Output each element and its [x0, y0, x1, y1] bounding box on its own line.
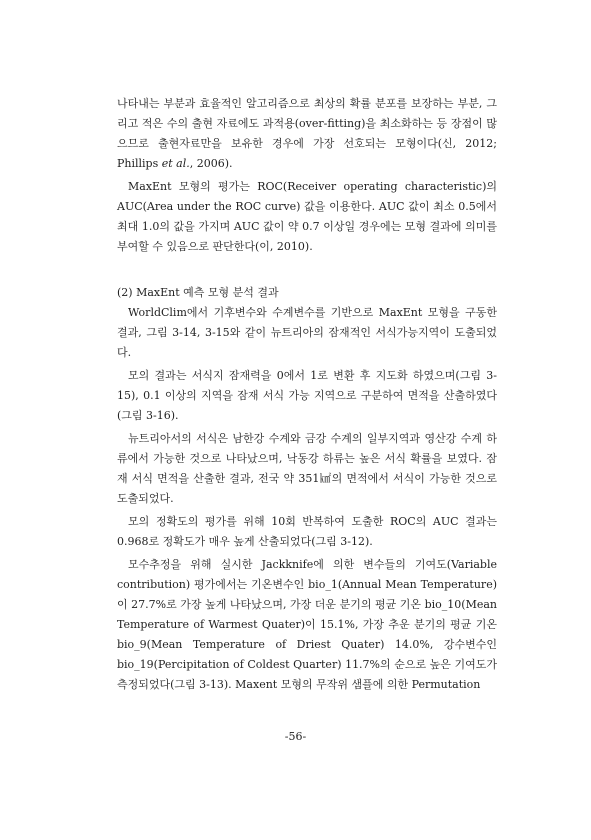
page-number: -56- — [284, 730, 307, 743]
section-heading: (2) MaxEnt 예측 모형 분석 결과 — [117, 286, 279, 299]
paragraph-6: 모의 정확도의 평가를 위해 10회 반복하여 도출한 ROC의 AUC 결과는 0.968로 정확도가 매우 높게 산출되었다(그림 3-12). — [117, 515, 497, 548]
paragraph-3: WorldClim에서 기후변수와 수계변수를 기반으로 MaxEnt 모형을 구동한 결과, 그림 3-14, 3-15와 같이 뉴트리아의 잠재적인 서식가능지역이 도출되었다. — [117, 306, 497, 359]
citation-italic: et al. — [161, 157, 190, 170]
paragraph-2: MaxEnt 모형의 평가는 ROC(Receiver operating characteristic)의 AUC(Area under the ROC curve) 값을 이용한다. AUC 값이 최소 0.5에서 최대 1.0의 값을 가지며 AUC 값이 약 0.7 이상일 경우에는 모형 결과에 의미를 부여할 수 있음으로 판단한다(이, 2010). — [117, 180, 497, 253]
section-gap — [117, 260, 497, 283]
paragraph-1-text-end: , 2006). — [189, 157, 233, 170]
paragraph-4: 모의 결과는 서식지 잠재력을 0에서 1로 변환 후 지도화 하였으며(그림 3-15), 0.1 이상의 지역을 잠재 서식 가능 지역으로 구분하여 면적을 산출하였다(그림 3-16). — [117, 369, 497, 422]
paragraph-1-text: 나타내는 부분과 효율적인 알고리즘으로 최상의 확률 분포를 보장하는 부분, 그리고 적은 수의 출현 자료에도 과적용(over-fitting)을 최소화하는 등 장점이 많으므로 출현자료만을 보유한 경우에 가장 선호되는 모형이다(신, 2012; Phillips — [117, 97, 497, 170]
page-content — [117, 94, 497, 698]
paragraph-1 — [117, 94, 497, 174]
paragraph-7: 모수추정을 위해 실시한 Jackknife에 의한 변수들의 기여도(Variable contribution) 평가에서는 기온변수인 bio_1(Annual Mean Temperature)이 27.7%로 가장 높게 나타났으며, 가장 더운 분기의 평균 기온 bio_10(Mean Temperature of Warmest Quater)이 15.1%, 가장 추운 분기의 평균 기온 bio_9(Mean Temperature of Driest Quater) 14.0%, 강수변수인 bio_19(Percipitation of Coldest Quarter) 11.7%의 순으로 높은 기여도가 측정되었다(그림 3-13). Maxent 모형의 무작위 샘플에 의한 Permutation — [117, 558, 497, 691]
paragraph-5: 뉴트리아서의 서식은 남한강 수계와 금강 수계의 일부지역과 영산강 수계 하류에서 가능한 것으로 나타났으며, 낙동강 하류는 높은 서식 확률을 보였다. 잠재 서식 면적을 산출한 결과, 전국 약 351㎢의 면적에서 서식이 가능한 것으로 도출되었다. — [117, 432, 497, 505]
